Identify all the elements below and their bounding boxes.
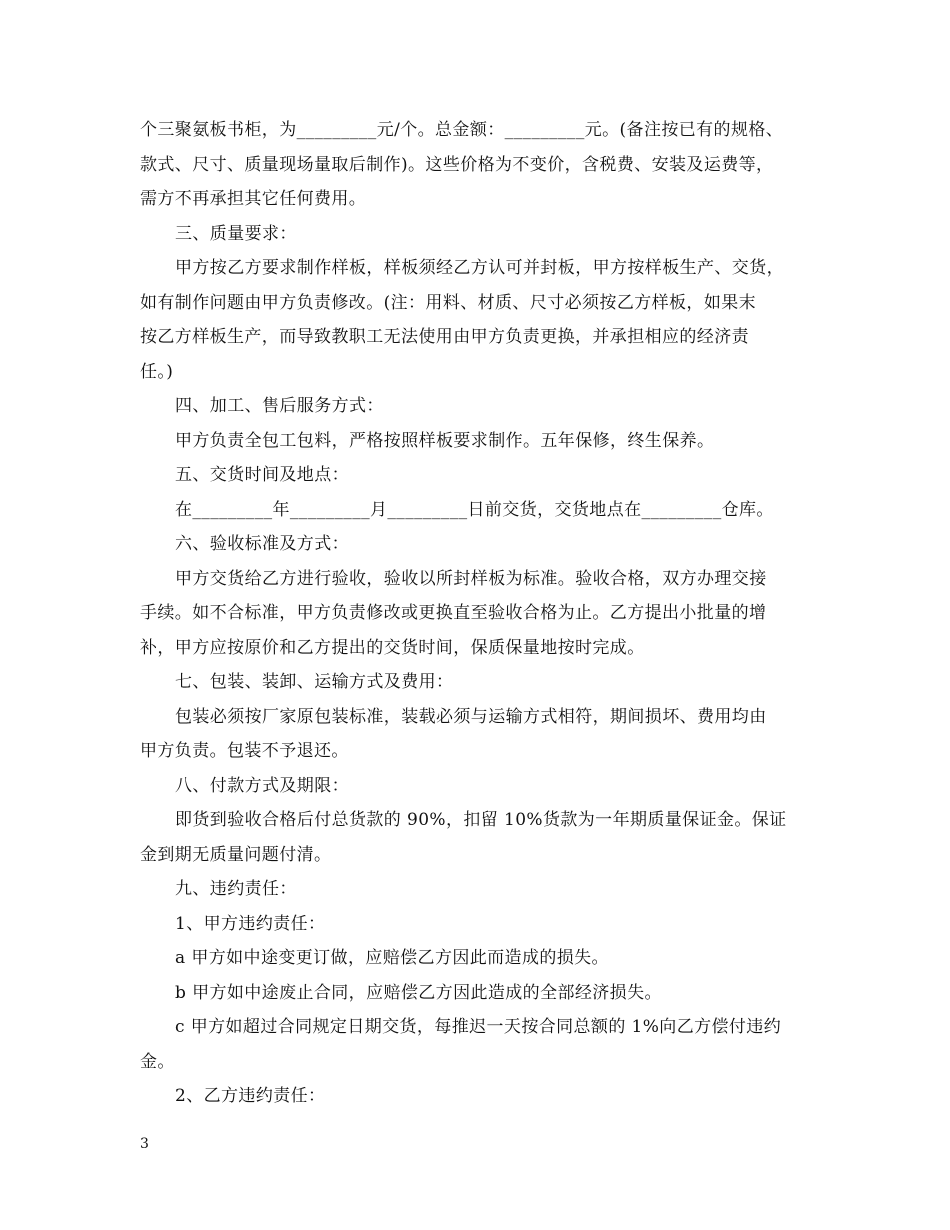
section-heading-acceptance: 六、验收标准及方式： xyxy=(175,534,349,554)
text-line: 甲方负责。包装不予退还。 xyxy=(140,741,349,761)
text-line: 甲方负责全包工包料，严格按照样板要求制作。五年保修，终生保养。 xyxy=(175,430,715,451)
text-line: 在_________年_________月_________日前交货，交货地点在_________仓库。 xyxy=(175,499,774,520)
section-heading-payment: 八、付款方式及期限： xyxy=(175,775,349,796)
section-heading-packaging: 七、包装、装卸、运输方式及费用： xyxy=(175,672,454,692)
text-line: 甲方按乙方要求制作样板，样板须经乙方认可并封板，甲方按样板生产、交货， xyxy=(175,258,784,278)
page-number: 3 xyxy=(140,1136,149,1152)
document-body xyxy=(140,113,812,1114)
list-item: c 甲方如超过合同规定日期交货，每推迟一天按合同总额的 1%向乙方偿付违约 xyxy=(175,1017,782,1037)
section-heading-service: 四、加工、售后服务方式： xyxy=(175,396,384,416)
text-line: 补，甲方应按原价和乙方提出的交货时间，保质保量地按时完成。 xyxy=(140,637,645,658)
section-heading-liability: 九、违约责任： xyxy=(175,879,297,899)
list-item: a 甲方如中途变更订做，应赔偿乙方因此而造成的损失。 xyxy=(175,948,609,968)
text-line: 个三聚氨板书柜，为_________元/个。总金额：_________元。(备注按已有的规格、 xyxy=(140,120,784,140)
text-line: 如有制作问题由甲方负责修改。(注：用料、材质、尺寸必须按乙方样板，如果末 xyxy=(140,292,757,313)
list-item: b 甲方如中途废止合同，应赔偿乙方因此造成的全部经济损失。 xyxy=(175,982,662,1003)
text-line: 包装必须按厂家原包装标准，装载必须与运输方式相符，期间损坏、费用均由 xyxy=(175,706,767,727)
text-line: 按乙方样板生产，而导致教职工无法使用由甲方负责更换，并承担相应的经济责 xyxy=(140,327,749,347)
text-line: 任。) xyxy=(140,361,174,382)
section-heading-quality: 三、质量要求： xyxy=(175,223,297,244)
text-line: 手续。如不合标准，甲方负责修改或更换直至验收合格为止。乙方提出小批量的增 xyxy=(140,603,767,623)
text-line: 即货到验收合格后付总货款的 90%，扣留 10%货款为一年期质量保证金。保证 xyxy=(175,810,787,830)
text-line: 金到期无质量问题付清。 xyxy=(140,844,332,865)
subsection-heading-party-a: 1、甲方违约责任： xyxy=(175,913,326,934)
text-line: 需方不再承担其它任何费用。 xyxy=(140,189,367,209)
section-heading-delivery: 五、交货时间及地点： xyxy=(175,465,349,485)
subsection-heading-party-b: 2、乙方违约责任： xyxy=(175,1086,326,1106)
text-line: 金。 xyxy=(140,1051,175,1072)
text-line: 款式、尺寸、质量现场量取后制作)。这些价格为不变价，含税费、安装及运费等， xyxy=(140,154,774,175)
text-line: 甲方交货给乙方进行验收，验收以所封样板为标准。验收合格，双方办理交接 xyxy=(175,568,767,589)
